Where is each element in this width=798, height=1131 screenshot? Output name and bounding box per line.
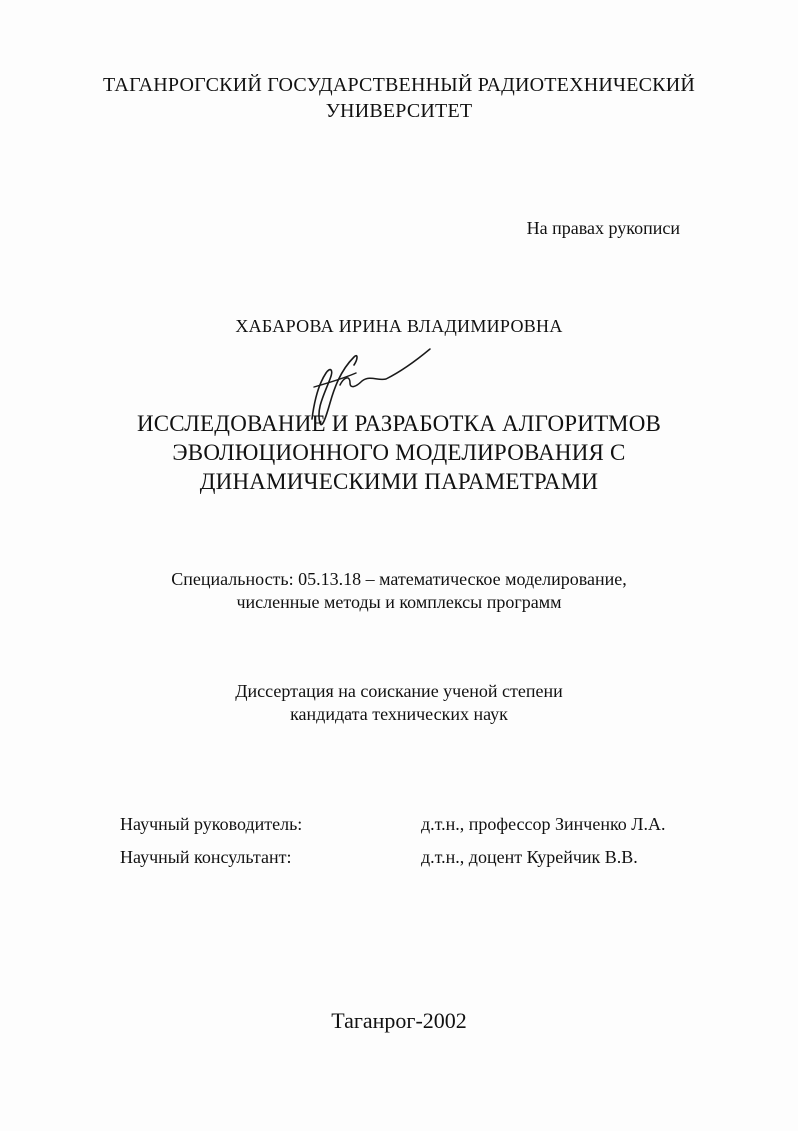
consultant-label: Научный консультант: — [120, 847, 292, 867]
title-line-2: ЭВОЛЮЦИОННОГО МОДЕЛИРОВАНИЯ С — [172, 440, 626, 465]
specialty — [0, 568, 798, 614]
degree-statement — [0, 680, 798, 726]
city-year: Таганрог-2002 — [331, 1008, 467, 1033]
specialty-line-1: Специальность: 05.13.18 – математическое моделирование, — [171, 569, 627, 589]
university-name — [0, 72, 798, 124]
university-name-line-2: УНИВЕРСИТЕТ — [325, 100, 473, 122]
supervisor-label: Научный руководитель: — [120, 814, 303, 834]
university-name-line-1: ТАГАНРОГСКИЙ ГОСУДАРСТВЕННЫЙ РАДИОТЕХНИЧЕСКИЙ — [103, 74, 695, 96]
degree-line-1: Диссертация на соискание ученой степени — [235, 681, 563, 701]
specialty-line-2: численные методы и комплексы программ — [236, 592, 562, 612]
rights-note: На правах рукописи — [526, 218, 680, 238]
dissertation-title — [0, 409, 798, 496]
title-line-3: ДИНАМИЧЕСКИМИ ПАРАМЕТРАМИ — [199, 469, 599, 494]
author-name: ХАБАРОВА ИРИНА ВЛАДИМИРОВНА — [235, 316, 563, 336]
consultant-value: д.т.н., доцент Курейчик В.В. — [421, 847, 638, 867]
supervisor-value: д.т.н., профессор Зинченко Л.А. — [421, 814, 666, 834]
degree-line-2: кандидата технических наук — [290, 704, 508, 724]
title-line-1: ИССЛЕДОВАНИЕ И РАЗРАБОТКА АЛГОРИТМОВ — [136, 411, 662, 436]
